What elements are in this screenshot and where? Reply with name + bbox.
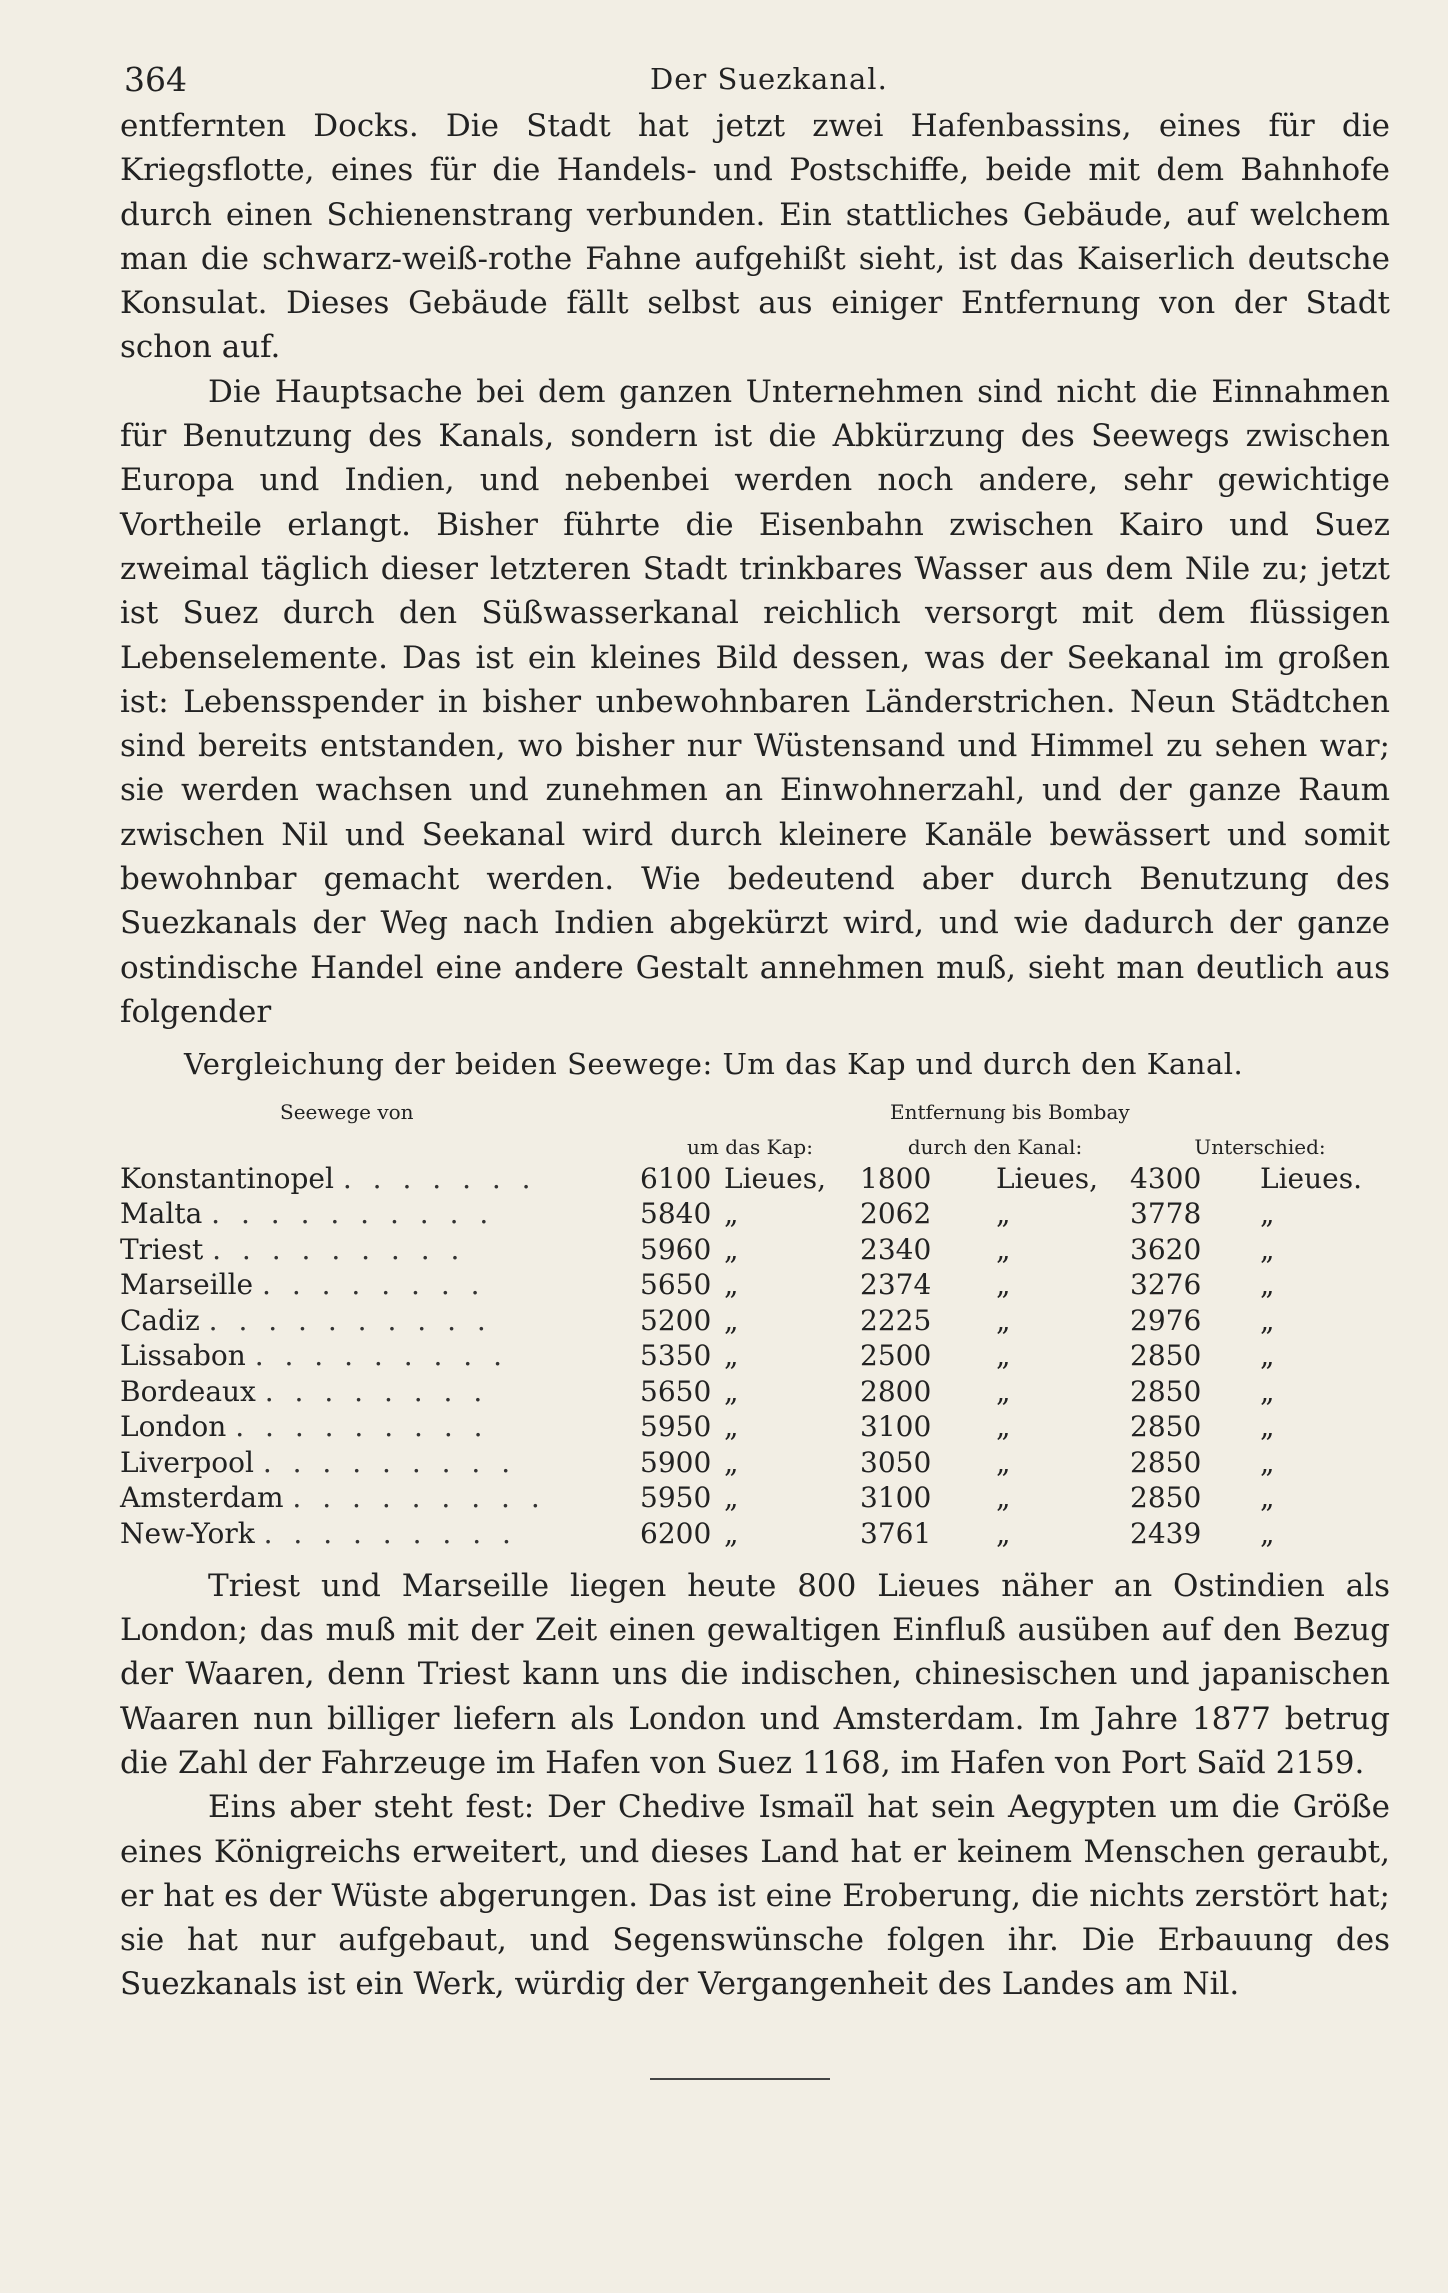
table-row <box>120 1301 1390 1337</box>
diff-value: 2850 <box>1130 1410 1202 1444</box>
diff-value: 3778 <box>1130 1197 1202 1231</box>
leader-dots: . . . . . . . . . . <box>211 1197 495 1231</box>
diff-value: 2850 <box>1130 1445 1202 1479</box>
table-row <box>120 1372 1390 1408</box>
canal-value: 3761 <box>860 1516 932 1550</box>
leader-dots: . . . . . . . . . . <box>208 1303 492 1337</box>
place-cell <box>120 1443 640 1479</box>
leader-dots: . . . . . . . <box>342 1161 537 1195</box>
diff-unit: „ <box>1260 1516 1275 1550</box>
diff-value: 2850 <box>1130 1339 1202 1373</box>
cape-value: 5960 <box>640 1232 712 1266</box>
canal-unit: Lieues, <box>996 1161 1098 1195</box>
leader-dots: . . . . . . . . . <box>262 1445 517 1479</box>
place-cell <box>120 1159 640 1195</box>
cape-unit: „ <box>724 1374 739 1408</box>
cape-unit: „ <box>724 1445 739 1479</box>
canal-value: 2225 <box>860 1303 932 1337</box>
place-name: Triest <box>120 1232 204 1266</box>
place-cell <box>120 1479 640 1515</box>
place-name: London <box>120 1410 227 1444</box>
canal-unit: „ <box>996 1445 1011 1479</box>
header-canal: durch den Kanal: <box>907 1135 1083 1160</box>
paragraph-1: entfernten Docks. Die Stadt hat jetzt zwei Hafenbassins, eines für die Kriegsflotte, eines für die Handels- und Postschiffe, beide mit dem Bahnhofe durch einen Schienenstrang verbunden. Ein stattliches Gebäude, auf welchem man die schwarz-weiß-rothe Fahne aufgehißt sieht, ist das Kaiserlich deutsche Konsulat. Dieses Gebäude fällt selbst aus einiger Entfernung von der Stadt schon auf. <box>120 108 1390 366</box>
cape-unit: „ <box>724 1232 739 1266</box>
table-row <box>120 1408 1390 1444</box>
canal-unit: „ <box>996 1410 1011 1444</box>
diff-unit: „ <box>1260 1481 1275 1515</box>
header-diff: Unterschied: <box>1194 1135 1326 1160</box>
place-cell <box>120 1514 640 1550</box>
cape-value: 6200 <box>640 1516 712 1550</box>
diff-unit: „ <box>1260 1445 1275 1479</box>
page-number: 364 <box>124 60 187 99</box>
table-caption: Vergleichung der beiden Seewege: Um das Kap und durch den Kanal. <box>184 1047 1244 1082</box>
leader-dots: . . . . . . . . <box>264 1374 489 1408</box>
table-row <box>120 1479 1390 1515</box>
header-seewege: Seewege von <box>280 1099 414 1124</box>
leader-dots: . . . . . . . . . <box>254 1339 509 1373</box>
table-row <box>120 1266 1390 1302</box>
paragraph-4: Eins aber steht fest: Der Chedive Ismaïl hat sein Aegypten um die Größe eines Königreichs erweitert, und dieses Land hat er keinem Menschen geraubt, er hat es der Wüste abgerungen. Das ist eine Eroberung, die nichts zerstört hat; sie hat nur aufgebaut, und Segenswünsche folgen ihr. Die Erbauung des Suezkanals ist ein Werk, würdig der Vergangenheit des Landes am Nil. <box>120 1789 1390 2003</box>
cape-value: 6100 <box>640 1161 712 1195</box>
table-row <box>120 1443 1390 1479</box>
diff-unit: „ <box>1260 1197 1275 1231</box>
place-name: Cadiz <box>120 1303 200 1337</box>
place-name: Amsterdam <box>120 1481 284 1515</box>
place-name: New-York <box>120 1516 255 1550</box>
canal-unit: „ <box>996 1481 1011 1515</box>
cape-unit: „ <box>724 1410 739 1444</box>
canal-value: 2340 <box>860 1232 932 1266</box>
diff-unit: „ <box>1260 1339 1275 1373</box>
place-name: Liverpool <box>120 1445 254 1479</box>
diff-unit: „ <box>1260 1232 1275 1266</box>
table-row <box>120 1195 1390 1231</box>
canal-unit: „ <box>996 1232 1011 1266</box>
diff-value: 4300 <box>1130 1161 1202 1195</box>
comparison-table <box>120 1088 1390 1550</box>
canal-unit: „ <box>996 1197 1011 1231</box>
diff-unit: „ <box>1260 1374 1275 1408</box>
cape-value: 5650 <box>640 1268 712 1302</box>
cape-value: 5840 <box>640 1197 712 1231</box>
canal-unit: „ <box>996 1268 1011 1302</box>
page-header <box>120 60 1390 104</box>
diff-unit: „ <box>1260 1410 1275 1444</box>
place-cell <box>120 1301 640 1337</box>
table-row <box>120 1159 1390 1195</box>
diff-value: 2850 <box>1130 1481 1202 1515</box>
cape-unit: „ <box>724 1339 739 1373</box>
canal-value: 3050 <box>860 1445 932 1479</box>
place-cell <box>120 1408 640 1444</box>
diff-unit: „ <box>1260 1303 1275 1337</box>
cape-value: 5650 <box>640 1374 712 1408</box>
diff-value: 3620 <box>1130 1232 1202 1266</box>
cape-unit: „ <box>724 1268 739 1302</box>
paragraph-2: Die Hauptsache bei dem ganzen Unternehmen sind nicht die Einnahmen für Benutzung des Kanals, sondern ist die Abkürzung des Seewegs zwischen Europa und Indien, und nebenbei werden noch andere, sehr gewichtige Vortheile erlangt. Bisher führte die Eisenbahn zwischen Kairo und Suez zweimal täglich dieser letzteren Stadt trinkbares Wasser aus dem Nile zu; jetzt ist Suez durch den Süßwasserkanal reichlich versorgt mit dem flüssigen Lebenselemente. Das ist ein kleines Bild dessen, was der Seekanal im großen ist: Lebensspender in bisher unbewohnbaren Länderstrichen. Neun Städtchen sind bereits entstanden, wo bisher nur Wüstensand und Himmel zu sehen war; sie werden wachsen und zunehmen an Einwohnerzahl, und der ganze Raum zwischen Nil und Seekanal wird durch kleinere Kanäle bewässert und somit bewohnbar gemacht werden. Wie bedeutend aber durch Benutzung des Suezkanals der Weg nach Indien abgekürzt wird, und wie dadurch der ganze ostindische Handel eine andere Gestalt annehmen muß, sieht man deutlich aus folgender <box>120 373 1390 1030</box>
canal-value: 1800 <box>860 1161 932 1195</box>
diff-value: 3276 <box>1130 1268 1202 1302</box>
cape-unit: „ <box>724 1197 739 1231</box>
place-name: Konstantinopel <box>120 1161 334 1195</box>
place-name: Lissabon <box>120 1339 246 1373</box>
cape-unit: Lieues, <box>724 1161 826 1195</box>
canal-value: 2374 <box>860 1268 932 1302</box>
place-name: Marseille <box>120 1268 254 1302</box>
header-entfernung: Entfernung bis Bombay <box>890 1099 1130 1124</box>
canal-value: 2500 <box>860 1339 932 1373</box>
cape-value: 5200 <box>640 1303 712 1337</box>
diff-unit: „ <box>1260 1268 1275 1302</box>
leader-dots: . . . . . . . . . <box>263 1516 517 1550</box>
table-column-header-row <box>120 1124 1390 1160</box>
table-row <box>120 1230 1390 1266</box>
canal-value: 3100 <box>860 1481 932 1515</box>
leader-dots: . . . . . . . . <box>262 1268 486 1302</box>
canal-value: 2800 <box>860 1374 932 1408</box>
canal-unit: „ <box>996 1303 1011 1337</box>
canal-unit: „ <box>996 1516 1011 1550</box>
cape-unit: „ <box>724 1303 739 1337</box>
place-cell <box>120 1195 640 1231</box>
paragraph-3: Triest und Marseille liegen heute 800 Lieues näher an Ostindien als London; das muß mit der Zeit einen gewaltigen Einfluß ausüben auf den Bezug der Waaren, denn Triest kann uns die indischen, chinesischen und japanischen Waaren nun billiger liefern als London und Amsterdam. Im Jahre 1877 betrug die Zahl der Fahrzeuge im Hafen von Suez 1168, im Hafen von Port Saïd 2159. <box>120 1567 1390 1781</box>
table-row <box>120 1337 1390 1373</box>
header-cape: um das Kap: <box>687 1135 813 1160</box>
canal-unit: „ <box>996 1339 1011 1373</box>
page <box>120 60 1390 2007</box>
closing-rule <box>650 2078 830 2080</box>
canal-value: 3100 <box>860 1410 932 1444</box>
place-cell <box>120 1372 640 1408</box>
place-name: Bordeaux <box>120 1374 256 1408</box>
cape-value: 5950 <box>640 1410 712 1444</box>
diff-value: 2850 <box>1130 1374 1202 1408</box>
place-cell <box>120 1266 640 1302</box>
leader-dots: . . . . . . . . . <box>235 1410 489 1444</box>
cape-unit: „ <box>724 1516 739 1550</box>
table-row <box>120 1514 1390 1550</box>
cape-value: 5350 <box>640 1339 712 1373</box>
diff-value: 2439 <box>1130 1516 1202 1550</box>
leader-dots: . . . . . . . . . <box>292 1481 546 1515</box>
canal-unit: „ <box>996 1374 1011 1408</box>
diff-unit: Lieues. <box>1260 1161 1362 1195</box>
table-group-header-row <box>120 1088 1390 1124</box>
running-title: Der Suezkanal. <box>650 62 888 96</box>
place-name: Malta <box>120 1197 203 1231</box>
place-cell <box>120 1337 640 1373</box>
place-cell <box>120 1230 640 1266</box>
cape-unit: „ <box>724 1481 739 1515</box>
cape-value: 5900 <box>640 1445 712 1479</box>
cape-value: 5950 <box>640 1481 712 1515</box>
canal-value: 2062 <box>860 1197 932 1231</box>
diff-value: 2976 <box>1130 1303 1202 1337</box>
leader-dots: . . . . . . . . . <box>212 1232 466 1266</box>
